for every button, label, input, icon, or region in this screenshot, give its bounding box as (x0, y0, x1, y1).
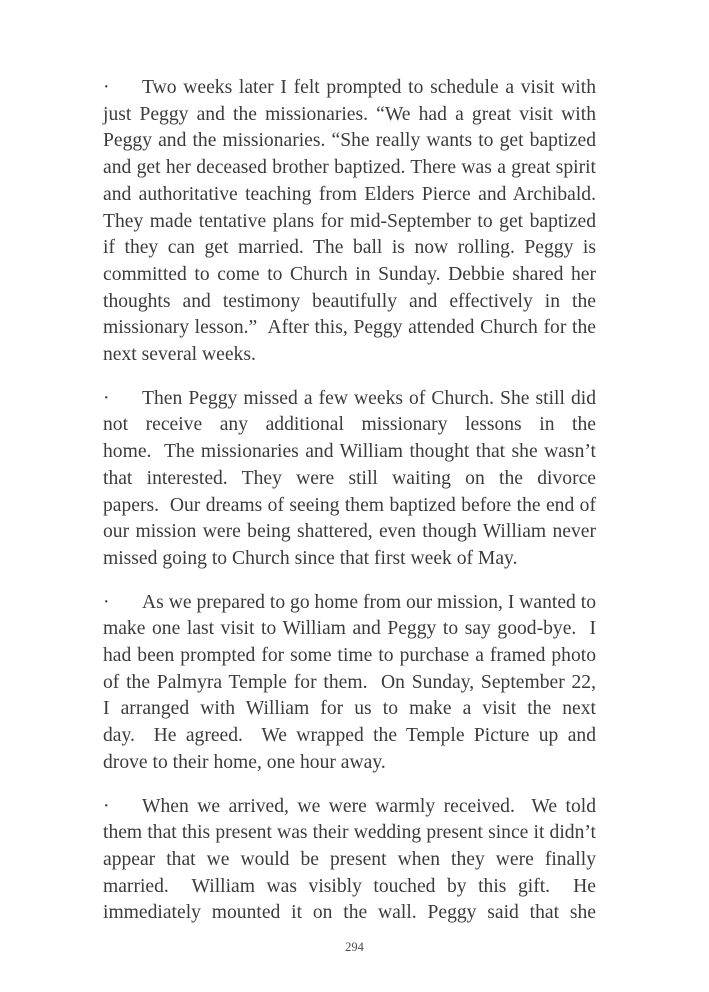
paragraph (103, 386, 596, 573)
text-line: immediately mounted it on the wall. Peggy said that she (103, 902, 596, 924)
text-line: drove to their home, one hour away. (103, 751, 386, 773)
line-text: When we arrived, we were warmly received. We told (142, 795, 596, 817)
bullet-marker: · (103, 77, 110, 98)
paragraph (103, 75, 596, 369)
text-line: and authoritative teaching from Elders Pierce and Archibald. (103, 183, 596, 205)
text-line: not receive any additional missionary lessons in the (103, 414, 596, 436)
text-line: home. The missionaries and William thought that she wasn’t (103, 441, 596, 463)
text-line (103, 794, 596, 821)
text-line (103, 590, 596, 617)
text-line: married. William was visibly touched by this gift. He (103, 875, 596, 897)
text-line: next several weeks. (103, 344, 256, 366)
text-line: day. He agreed. We wrapped the Temple Picture up and (103, 725, 596, 747)
page-body-text (103, 75, 596, 927)
text-line: appear that we would be present when they were finally (103, 848, 596, 870)
text-line: make one last visit to William and Peggy to say good-bye. I (103, 618, 596, 640)
bullet-marker: · (103, 795, 110, 817)
text-line: that interested. They were still waiting on the divorce (103, 467, 596, 489)
page-footer (0, 940, 709, 955)
page-number: 294 (345, 940, 364, 954)
text-line: missed going to Church since that first week of May. (103, 547, 518, 569)
line-text: As we prepared to go home from our mission, I wanted to (142, 591, 596, 613)
text-line: had been prompted for some time to purchase a framed photo (103, 645, 596, 667)
paragraph (103, 794, 596, 928)
text-line: just Peggy and the missionaries. “We had a great visit with (103, 103, 596, 125)
text-line: I arranged with William for us to make a visit the next (103, 698, 596, 720)
text-line (103, 75, 596, 102)
text-line: missionary lesson.” After this, Peggy attended Church for the (103, 317, 596, 339)
paragraph (103, 590, 596, 777)
text-line: them that this present was their wedding present since it didn’t (103, 822, 596, 844)
text-line (103, 386, 596, 413)
text-line: papers. Our dreams of seeing them baptized before the end of (103, 494, 596, 516)
bullet-marker: · (103, 591, 110, 613)
text-line: committed to come to Church in Sunday. Debbie shared her (103, 263, 596, 285)
text-line: and get her deceased brother baptized. There was a great spirit (103, 157, 596, 179)
text-line: thoughts and testimony beautifully and effectively in the (103, 290, 596, 312)
text-line: our mission were being shattered, even though William never (103, 521, 596, 543)
text-line: of the Palmyra Temple for them. On Sunday, September 22, (103, 671, 596, 693)
text-line: if they can get married. The ball is now rolling. Peggy is (103, 237, 596, 259)
line-text: Two weeks later I felt prompted to schedule a visit with (142, 77, 596, 98)
line-text: Then Peggy missed a few weeks of Church. She still did (142, 387, 596, 409)
text-line: They made tentative plans for mid-September to get baptized (103, 210, 596, 232)
text-line: Peggy and the missionaries. “She really wants to get baptized (103, 130, 596, 152)
bullet-marker: · (103, 387, 110, 409)
